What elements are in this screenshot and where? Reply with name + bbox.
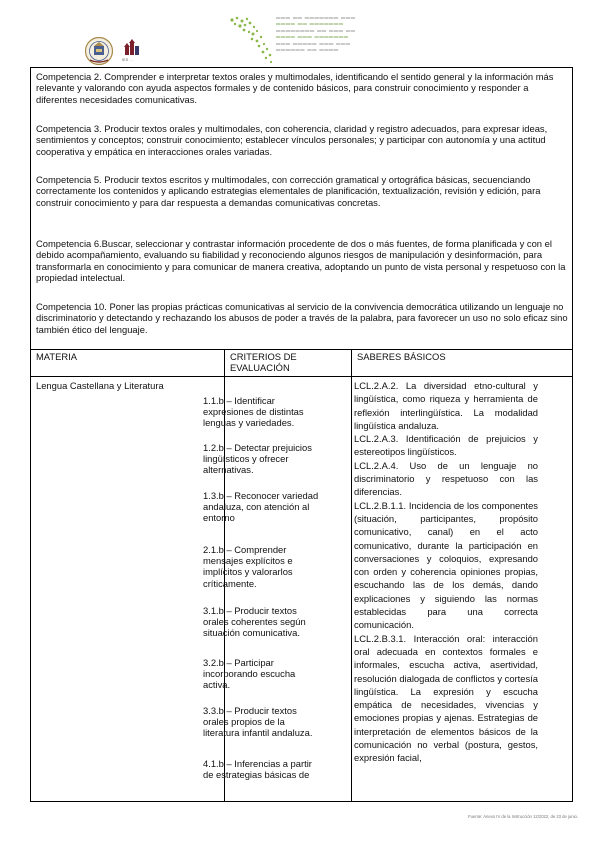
- page-header: [0, 0, 600, 70]
- criterio-item: 3.2.b – Participar incorporando escucha activa.: [203, 657, 296, 691]
- banner-line: ════ ══ ═══════: [276, 22, 344, 29]
- project-banner-logo: [226, 14, 386, 66]
- criterio-item: 3.3.b – Producir textos orales propios de la literatura infantil andaluza.: [203, 705, 313, 739]
- criterio-item: 2.1.b – Comprender mensajes explícitos e implícitos y valorarlos críticamente.: [203, 544, 293, 589]
- header-divider: [31, 376, 572, 377]
- competencia-2: Competencia 2. Comprender e interpretar textos orales y multimodales, identificando el sentido general y la información más relevante y valorando con ayuda aspectos formales y de contenido básicos, para construir conocimiento y responder a diferentes necesidades comunicativas.: [36, 71, 554, 105]
- header-materia: MATERIA: [36, 351, 77, 362]
- saber-item: LCL.2.A.2. La diversidad etno-cultural y lingüística, como riqueza y herramienta de reflexión interlingüística. La modalidad lingüística andaluza.: [354, 380, 538, 431]
- criterio-item: 1.3.b – Reconocer variedad andaluza, con atención al entorno: [203, 490, 319, 524]
- materia-cell: Lengua Castellana y Literatura: [36, 380, 164, 391]
- school-logo-text: IES ...: [122, 58, 133, 62]
- competencia-6: Competencia 6.Buscar, seleccionar y contrastar información procedente de dos o más fuentes, de forma planificada y con el debido acompañamiento, evaluando su fiabilidad y reconociendo algunos riesgos de manipulación y desinformación, para transformarla en conocimiento y para comunicar de manera creativa, adoptando un punto de vista personal y respetuoso con la propiedad intelectual.: [36, 238, 566, 283]
- saber-item: LCL.2.B.1.1. Incidencia de los componentes (situación, participantes, propósito comunicativo, canal) en el acto comunicativo, durante la participación en conversaciones y coloquios, expresando con orden y coherencia opiniones propias, escuchando las de los demás, dando explicaciones y siguiendo las normas establecidas para una correcta comunicación.: [354, 499, 538, 631]
- column-divider: [351, 350, 352, 801]
- competencia-10: Competencia 10. Poner las propias prácticas comunicativas al servicio de la convivencia democrática utilizando un lenguaje no discriminatorio y detectando y rechazando los abusos de poder a través de la palabra, para favorecer un uso no solo eficaz sino también ético del lenguaje.: [36, 301, 568, 335]
- banner-line: ══════ ══ ════: [276, 48, 339, 55]
- page-footer: Fuente: Anexo IV de la Instrucción 12/2022, de 23 de junio.: [468, 814, 578, 819]
- criterio-item: 3.1.b – Producir textos orales coherentes según situación comunicativa.: [203, 605, 306, 639]
- criterio-item: 1.1.b – Identificar expresiones de distintas lenguas y variedades.: [203, 395, 304, 429]
- institution-seal-logo: [84, 36, 114, 66]
- banner-line: ════ ═══ ═══════: [276, 35, 349, 42]
- header-saberes: SABERES BÁSICOS: [357, 351, 446, 362]
- competencias-box: [30, 67, 573, 350]
- saber-item: LCL.2.A.4. Uso de un lenguaje no discriminatorio y respetuoso con las diferencias.: [354, 459, 538, 498]
- criterio-item: 1.2.b – Detectar prejuicios lingüísticos y ofrecer alternativas.: [203, 442, 312, 476]
- header-criterios: CRITERIOS DE EVALUACIÓN: [230, 351, 297, 373]
- banner-line: ═══ ══ ═══════ ═══: [276, 16, 356, 22]
- banner-line: ════════ ══ ═══ ══: [276, 28, 356, 35]
- school-logo: [120, 38, 164, 66]
- banner-line: ═══ ═════ ═══ ═══: [276, 41, 351, 48]
- saberes-column: [354, 379, 538, 799]
- competencia-3: Competencia 3. Producir textos orales y multimodales, con coherencia, claridad y registro adecuados, para expresar ideas, sentimientos y conceptos; construir conocimiento; establecer vínculos personales; y participar con autonomía y una actitud cooperativa y empática en interacciones orales variadas.: [36, 123, 548, 157]
- criterio-item: 4.1.b – Inferencias a partir de estrategias básicas de: [203, 758, 312, 781]
- saber-item: LCL.2.A.3. Identificación de prejuicios y estereotipos lingüísticos.: [354, 433, 538, 458]
- competencia-5: Competencia 5. Producir textos escritos y multimodales, con corrección gramatical y ortográfica básicas, secuenciando correctamente los contenidos y aplicando estrategias elementales de planificación, textualización, revisión y edición, para construir conocimiento y para dar respuesta a demandas comunicativas concretas.: [36, 174, 541, 208]
- saber-item: LCL.2.B.3.1. Interacción oral: interacción oral adecuada en contextos formales e informales, escucha activa, asertividad, resolución dialogada de conflictos y cortesía lingüística. La expresión y escucha empática de necesidades, vivencias y emociones propias y ajenas. Estrategias de interpretación de elementos básicos de la comunicación no verbal (postura, gestos, expresión facial,: [354, 632, 538, 764]
